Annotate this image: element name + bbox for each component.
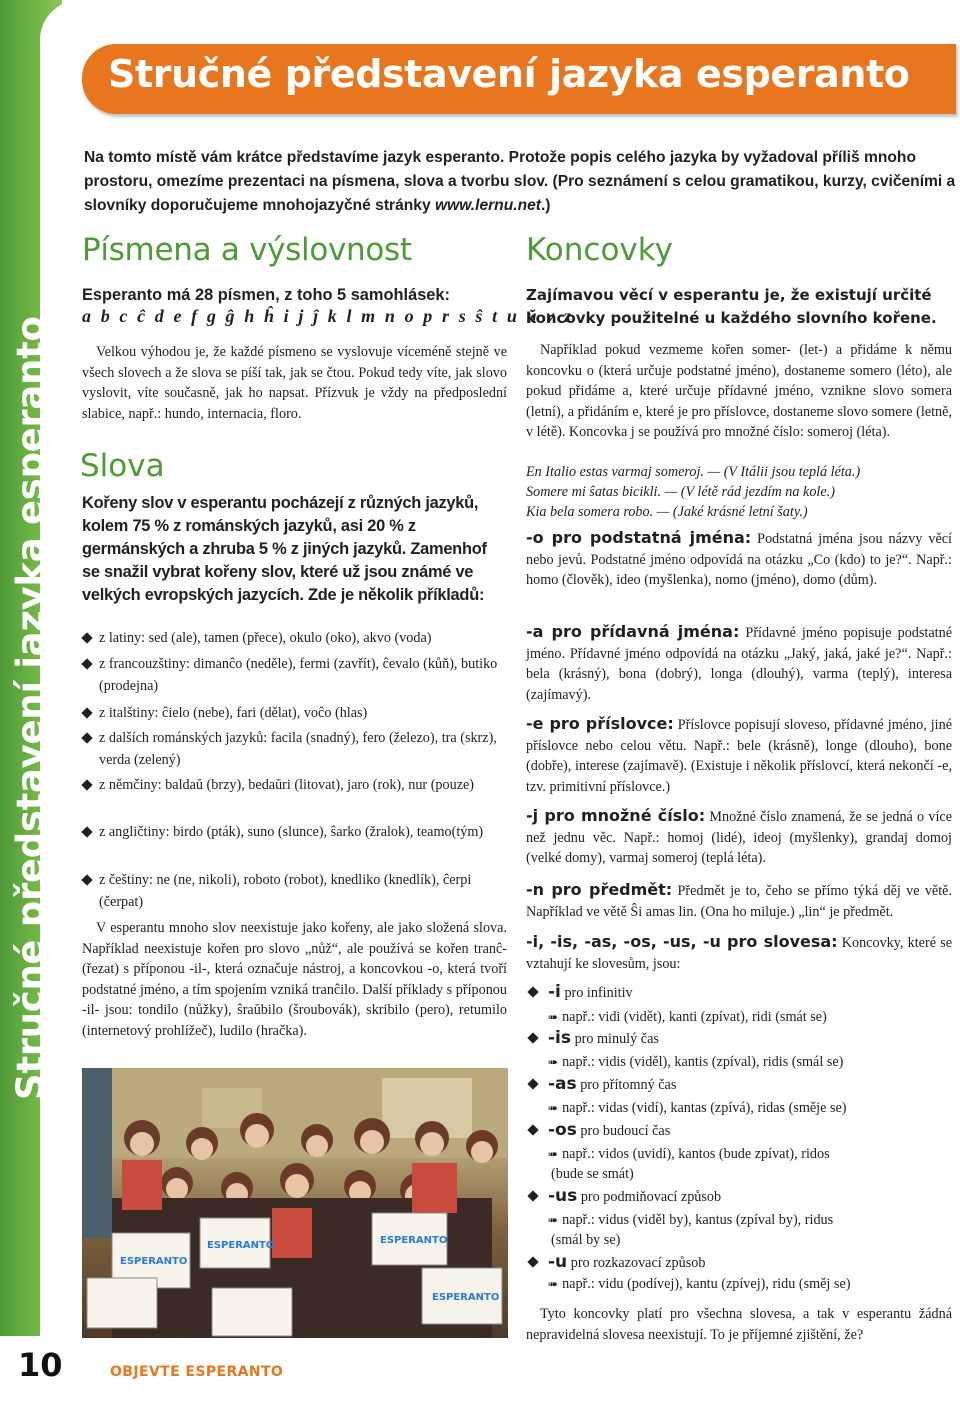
- verb-ending: -us: [548, 1186, 578, 1206]
- ending-verbs-title: -i, -is, -as, -os, -us, -u pro slovesa:: [526, 932, 838, 951]
- list-item: z němčiny: baldaŭ (brzy), bedaŭri (litovat), jaro (rok), nur (pouze): [82, 775, 502, 797]
- verb-ending: -is: [548, 1028, 572, 1048]
- lernu-link[interactable]: www.lernu.net: [434, 197, 541, 214]
- intro-line: .): [540, 197, 551, 214]
- ending-o-text: Podstatná jména jsou názvy věcí nebo jevů. Podstatné jméno odpovídá na otázku „Co (kdo) to je?“. Např.: homo (člověk), ideo (myšlenka), nomo (jméno), domo (dům).: [526, 531, 952, 588]
- arrow-icon: ➠: [548, 1101, 559, 1115]
- verb-example-text: např.: vidis (viděl), kantis (zpíval), ridis (smál se): [562, 1054, 844, 1070]
- verb-ending-item: [528, 1028, 659, 1048]
- verb-example: [548, 1007, 827, 1027]
- list-item: z francouzštiny: dimanĉo (neděle), fermi (zavřít), ĉevalo (kůň), butiko (prodejna): [82, 654, 502, 697]
- ending-a: [526, 622, 952, 705]
- photo-sign-text: ESPERANTO: [207, 1240, 275, 1251]
- verb-ending-item: [528, 1186, 721, 1206]
- ending-e-text: Příslovce popisují sloveso, přídavné jméno, jiné příslovce nebo celou větu. Např.: bele (krásně), longe (dlouho), bone (dobře), interese (zajímavě). (Existuje i několik příslovcí, která nekončí -e, tzv. primitivní příslovce.): [526, 717, 952, 795]
- ending-n-text: Předmět je to, čeho se přímo týká děj ve větě. Například ve větě Ŝi amas lin. (Ona ho miluje.) „lin“ je předmět.: [526, 883, 953, 920]
- verb-ending: -i: [548, 982, 561, 1002]
- intro-line: mnoho prostoru, omezíme prezentaci na písmena, slova a tvorbu slov. (Pro seznámení s celou gramatikou,: [84, 149, 916, 190]
- ending-e: [526, 714, 952, 797]
- photo-sign-text: ESPERANTO: [120, 1256, 188, 1267]
- verb-example-text: např.: vidu (podívej), kantu (zpívej), ridu (směj se): [562, 1276, 851, 1292]
- list-item: z dalších románských jazyků: facila (snadný), fero (železo), tra (skrz), verda (zelený): [82, 728, 502, 771]
- page-number: 10: [18, 1346, 63, 1384]
- ending-a-text: Přídavné jméno popisuje podstatné jméno. Přídavné jméno odpovídá na otázku „Jaký, jaká, jaké je?“. Např.: bela (krásný), bona (dobrý), longa (dlouhý), varma (teplý), interesa (zajímavý).: [526, 625, 952, 703]
- example-line: Kia bela somera robo. — (Jaké krásné letní šaty.): [526, 504, 808, 520]
- heading-slova: Slova: [80, 448, 165, 484]
- list-item: z češtiny: ne (ne, nikoli), roboto (robot), knedliko (knedlík), ĉerpi (čerpat): [82, 870, 502, 913]
- ending-j: [526, 806, 952, 869]
- verb-example-cont: (smál by se): [551, 1232, 621, 1248]
- vertical-title: Stručné představení jazyka esperanto: [9, 316, 52, 1100]
- heading-koncovky: Koncovky: [526, 232, 673, 268]
- slova-lead: Kořeny slov v esperantu pocházejí z různých jazyků, kolem 75 % z románských jazyků, asi 20 % z germánských a zhruba 5 % z jiných jazyků. Zamenhof se snažil vybrat kořeny slov, které už jsou známé ve velkých evropských jazycích. Zde je několik příkladů:: [82, 494, 487, 604]
- ending-e-title: -e pro příslovce:: [526, 714, 674, 733]
- ending-verbs-text: Koncovky, které se vztahují ke slovesům, jsou:: [526, 935, 952, 972]
- slova-paragraph: V esperantu mnoho slov neexistuje jako kořeny, ale jako složená slova. Například neexistuje kořen pro slovo „nůž“, ale používá se kořen tranĉ- (řezat) s příponou -il-, která označuje nástroj, a koncovkou -o, která tvoří podstatné jméno, a tím spojením vzniká tranĉilo. Další příklady s příponou -il- jsou: tondilo (nůžky), ŝraŭbilo (šroubovák), skribilo (pero), retumilo (internetový prohlížeč), ludilo (hračka).: [82, 920, 507, 1039]
- ending-j-text: Množné číslo znamená, že se jedná o více než jednu věc. Např.: homoj (lidé), ideoj (myšlenky), grandaj domoj (velké domy), varmaj someroj (teplá léta).: [526, 809, 952, 866]
- closing-paragraph: Tyto koncovky platí pro všechna slovesa, a tak v esperantu žádná nepravidelná slovesa neexistují. To je příjemné zjištění, že?: [526, 1306, 952, 1343]
- photo-sign-text: ESPERANTO: [380, 1235, 448, 1246]
- pismena-lead: Esperanto má 28 písmen, z toho 5 samohlásek:: [82, 286, 450, 304]
- example-line: En Italio estas varmaj someroj. — (V Itálii jsou teplá léta.): [526, 464, 861, 480]
- ending-n: [526, 880, 952, 922]
- verb-example-text: např.: vidus (viděl by), kantus (zpíval by), ridus: [562, 1212, 834, 1228]
- verb-ending-desc: pro minulý čas: [571, 1031, 659, 1047]
- example-line: Somere mi ŝatas bicikli. — (V létě rád jezdím na kole.): [526, 484, 835, 500]
- intro-line: kurzy, cvičeními a slovníky doporučujeme mnohojazyčné stránky: [84, 173, 956, 214]
- verb-ending-item: [528, 1074, 676, 1094]
- koncovky-lead: Zajímavou věcí v esperantu je, že existují určité koncovky použitelné u každého slovního kořene.: [526, 286, 937, 327]
- ending-a-title: -a pro přídavná jména:: [526, 622, 740, 641]
- verb-ending-item: [528, 982, 633, 1002]
- verb-ending-desc: pro podmiňovací způsob: [577, 1189, 722, 1205]
- arrow-icon: ➠: [548, 1213, 559, 1227]
- intro-paragraph: [84, 146, 956, 218]
- verb-example-cont: (bude se smát): [551, 1166, 634, 1182]
- footer-brand: OBJEVTE ESPERANTO: [110, 1364, 284, 1380]
- list-item: z latiny: sed (ale), tamen (přece), okulo (oko), akvo (voda): [82, 628, 502, 650]
- verb-ending-desc: pro rozkazovací způsob: [567, 1255, 706, 1271]
- arrow-icon: ➠: [548, 1147, 559, 1161]
- photo-illustration: [82, 1068, 508, 1338]
- ending-j-title: -j pro množné číslo:: [526, 806, 706, 825]
- pismena-paragraph: Velkou výhodou je, že každé písmeno se vyslovuje víceméně stejně ve všech slovech a že slova se píší tak, jak se čtou. Pokud tedy víte, jak slovo vyslovit, víte současně, jak ho napsat. Přízvuk je vždy na předposlední slabice, např.: hundo, internacia, floro.: [82, 344, 507, 422]
- verb-example-text: např.: vidos (uvidí), kantos (bude zpívat), ridos: [562, 1146, 830, 1162]
- verb-ending-desc: pro infinitiv: [560, 985, 633, 1001]
- arrow-icon: ➠: [548, 1277, 559, 1291]
- verb-example: [548, 1274, 850, 1294]
- koncovky-paragraph: Například pokud vezmeme kořen somer- (let-) a přidáme k němu koncovku o (která určuje podstatné jméno), dostaneme somero (léto), ale pokud přidáme a, které určuje přídavné jméno, vznikne slovo somera (letní), a přidáním e, které je pro příslovce, dostaneme slovo somere (letně, v létě). Koncovka j se používá pro množné číslo: someroj (léta).: [526, 342, 952, 440]
- ending-o-title: -o pro podstatná jména:: [526, 528, 752, 547]
- ending-o: [526, 528, 952, 591]
- intro-line: Na tomto místě vám krátce představíme jazyk esperanto. Protože popis celého jazyka by vyžadoval příliš: [84, 149, 860, 166]
- verb-example: [548, 1052, 843, 1072]
- verb-ending-item: [528, 1252, 705, 1272]
- arrow-icon: ➠: [548, 1055, 559, 1069]
- verb-ending-desc: pro budoucí čas: [576, 1123, 671, 1139]
- verb-ending-desc: pro přítomný čas: [576, 1077, 677, 1093]
- heading-pismena: Písmena a výslovnost: [82, 232, 412, 268]
- classroom-photo: [82, 1068, 508, 1338]
- verb-example: [548, 1098, 847, 1118]
- verb-ending: -os: [548, 1120, 577, 1140]
- verb-example-text: např.: vidi (vidět), kanti (zpívat), ridi (smát se): [562, 1009, 827, 1025]
- verb-example: [548, 1144, 830, 1164]
- alphabet: a b c ĉ d e f g ĝ h ĥ i j ĵ k l m n o p r s ŝ t u ŭ v z: [82, 306, 574, 326]
- arrow-icon: ➠: [548, 1010, 559, 1024]
- verb-example: [548, 1210, 833, 1230]
- list-item: z italštiny: ĉielo (nebe), fari (dělat), voĉo (hlas): [82, 703, 502, 725]
- ending-n-title: -n pro předmět:: [526, 880, 673, 899]
- photo-sign-text: ESPERANTO: [432, 1292, 500, 1303]
- ending-verbs: [526, 932, 952, 974]
- page-title: Stručné představení jazyka esperanto: [108, 52, 910, 96]
- verb-example-text: např.: vidas (vidí), kantas (zpívá), ridas (směje se): [562, 1100, 847, 1116]
- verb-ending: -as: [548, 1074, 577, 1094]
- list-item: z angličtiny: birdo (pták), suno (slunce), ŝarko (žralok), teamo(tým): [82, 822, 502, 844]
- verb-ending-item: [528, 1120, 670, 1140]
- verb-ending: -u: [548, 1252, 568, 1272]
